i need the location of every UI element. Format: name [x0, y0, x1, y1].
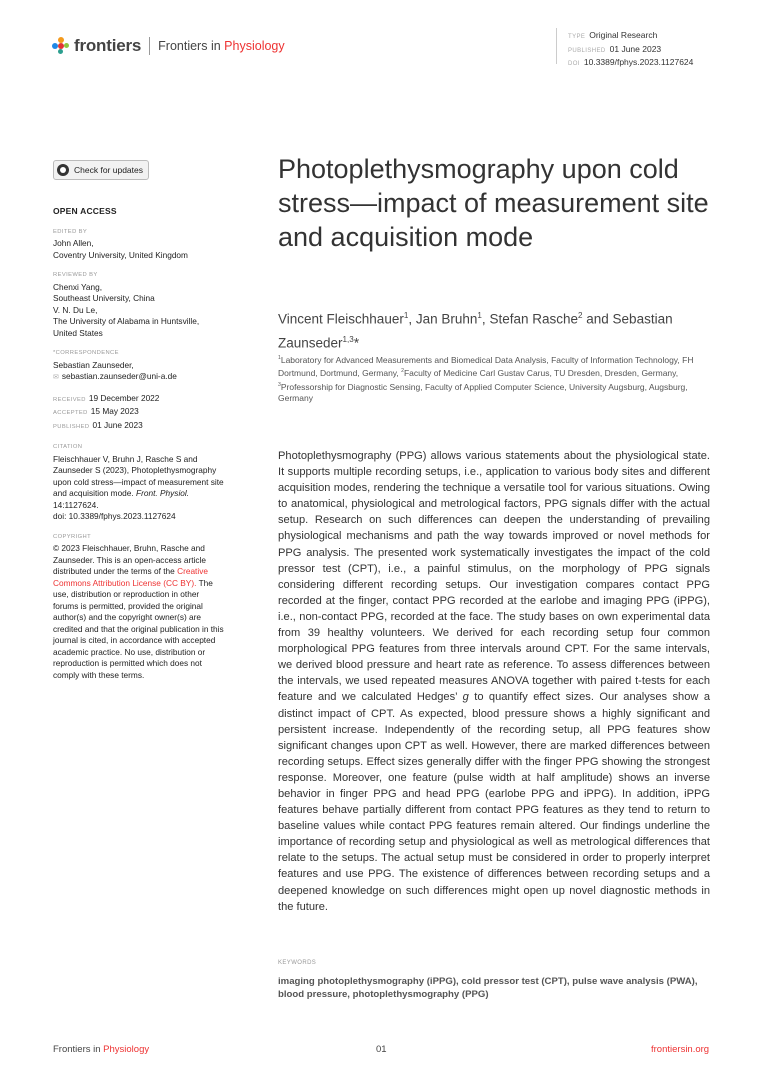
footer-site-link[interactable]: frontiersin.org — [651, 1044, 710, 1055]
published-date: 01 June 2023 — [92, 419, 143, 430]
keywords-label: KEYWORDS — [278, 960, 317, 966]
reviewer-affiliation: Southeast University, China — [53, 293, 155, 303]
abstract-text: Photoplethysmography (PPG) allows various statements about the physiological state. It supports multiple recording setups, i.e., application to various body sites and different acquisition modes, rendering the technique a versatile tool for various situations. Owing to anatomical, physiological and metrological factors, PPG signals differ with the actual setup. Research on such differences can deepen the understanding of prevailing physiological mechanisms and path the way towards improved or novel methods for PPG analysis. The presented work systematically investigates the impact of the cold pressor test (CPT), i.e., a painful stimulus, on the morphology of PPG signals considering different recording setups. Our investigation compares contact PPG recorded at the finger, contact PPG recorded at the earlobe and imaging PPG (iPPG), i.e., non-contact PPG, recorded at the face. The study bases on own experimental data from 39 healthy volunteers. We derived for each recording setup four common morphological PPG features from three intervals around CPT. For the same intervals, we derived blood pressure and heart rate as reference. To assess differences between the intervals, we used repeated measures ANOVA together with paired t-tests for each feature and we calculated Hedges’ — [278, 450, 710, 704]
citation-doi[interactable]: doi: 10.3389/fphys.2023.1127624 — [53, 511, 176, 521]
abstract — [278, 448, 710, 915]
footer-journal-prefix: Frontiers in — [53, 1044, 101, 1055]
page-number: 01 — [376, 1044, 387, 1055]
affil-sup: 3 — [278, 381, 281, 388]
footer-journal[interactable] — [53, 1044, 149, 1055]
type-value: Original Research — [589, 30, 658, 40]
copyright-text-cont: The use, distribution or reproduction in other forums is permitted, provided the original author(s) and the copyright owner(s) are credited and that the original publication in this journal is cited, in accordance with accepted academic practice. No use, distribution or reproduction is permitted which does not comply with these terms. — [53, 577, 224, 680]
abstract-g: g — [462, 691, 469, 704]
accepted-label: ACCEPTED — [53, 410, 88, 416]
author-sup: 1 — [403, 311, 409, 320]
header-divider — [149, 37, 150, 55]
author-sup: 1 — [477, 311, 482, 320]
citation-volume: 14:1127624. — [53, 499, 99, 510]
author-sup: 1,3 — [342, 334, 354, 344]
brand-name: frontiers — [74, 36, 142, 55]
author-name[interactable]: Vincent Fleischhauer — [278, 311, 404, 327]
journal-title[interactable] — [158, 39, 284, 53]
article-meta — [568, 30, 693, 71]
type-label: TYPE — [568, 34, 586, 40]
check-updates-label: Check for updates — [74, 165, 143, 175]
editor-affiliation: Coventry University, United Kingdom — [53, 249, 188, 260]
reviewer-name: Chenxi Yang, — [53, 281, 103, 292]
doi-link[interactable]: 10.3389/fphys.2023.1127624 — [583, 57, 694, 67]
reviewer-affiliation: United States — [53, 327, 103, 338]
affiliations — [278, 353, 718, 404]
journal-name: Physiology — [224, 39, 285, 53]
copyright-text: © 2023 Fleischhauer, Bruhn, Rasche and Zaunseder. This is an open-access article distributed under the terms of the — [53, 543, 206, 576]
author-sep: * — [353, 335, 360, 350]
copyright-label: COPYRIGHT — [53, 533, 92, 540]
author-name[interactable]: Stefan Rasche — [489, 311, 578, 327]
check-for-updates-button[interactable] — [53, 160, 149, 180]
correspondence-name: Sebastian Zaunseder, — [53, 359, 134, 370]
correspondence-email-row[interactable] — [53, 371, 225, 384]
edited-by-label: EDITED BY — [53, 228, 88, 235]
citation-text: Fleischhauer V, Bruhn J, Rasche S and Zaunseder S (2023), Photoplethysmography upon cold stress—impact of measurement site and acquisition mode. — [53, 453, 224, 498]
editor-name: John Allen, — [53, 238, 94, 248]
citation-journal: Front. Physiol. — [136, 488, 190, 498]
affil-sup: 1 — [278, 355, 281, 361]
reviewer-name: V. N. Du Le, — [53, 304, 98, 315]
sidebar — [53, 206, 225, 681]
open-access-heading: OPEN ACCESS — [53, 206, 117, 216]
footer-journal-name: Physiology — [103, 1044, 150, 1055]
dates — [53, 393, 225, 434]
author-sup: 2 — [578, 311, 583, 320]
journal-prefix: Frontiers in — [158, 39, 221, 53]
license-link[interactable]: Creative Commons Attribution License (CC BY). — [53, 566, 208, 588]
correspondence-label: *CORRESPONDENCE — [53, 350, 119, 356]
published-label: PUBLISHED — [568, 47, 606, 54]
correspondence-email[interactable]: sebastian.zaunseder@uni-a.de — [61, 371, 177, 381]
doi-label: DOI — [568, 61, 580, 67]
affil-sup: 2 — [401, 368, 404, 375]
citation — [53, 454, 225, 523]
abstract-text-cont: to quantify effect sizes. Our analyses show a distinct impact of CPT. As expected, blood pressure shows a highly significant and persistent increase. Independently of the recording setup, all PPG features show significant changes upon CPT as well. However, there are marked differences between recording setups. Effect sizes generally differ with the finger PPG showing the strongest response. Moreover, one feature (pulse width at half amplitude) shows an inverse behavior in finger PPG and head PPG (earlobe PPG and iPPG). In addition, iPPG features behave partially different from contact PPG features as they tend to return to baseline values while contact PPG features remain altered. Our findings underline the importance of recording setup and physiological as well as metrological differences that relate to the setups. The actual setup must be considered in order to properly interpret features and use PPG. The existence of differences between recording setups and a deepened knowledge on such differences might open up novel diagnostic methods in the future. — [278, 691, 710, 913]
citation-label: CITATION — [53, 444, 83, 450]
reviewer-affiliation: The University of Alabama in Huntsville, — [53, 316, 200, 326]
published-value: 01 June 2023 — [609, 43, 662, 54]
affiliation: Faculty of Medicine Carl Gustav Carus, TU Dresden, Dresden, Germany, — [403, 368, 679, 379]
author-name[interactable]: Sebastian Zaunseder — [278, 311, 673, 350]
keywords: imaging photoplethysmography (iPPG), cold pressor test (CPT), pulse wave analysis (PWA), blood pressure, photoplethysmography (PPG) — [278, 976, 698, 1000]
author-name[interactable]: Jan Bruhn — [415, 311, 478, 327]
frontiers-logo[interactable] — [52, 36, 285, 56]
author-sep: and — [582, 311, 613, 327]
frontiers-logo-icon — [52, 37, 70, 55]
meta-divider — [556, 28, 557, 64]
affiliation: Laboratory for Advanced Measurements and Biomedical Data Analysis, Faculty of Information Technology, FH Dortmund, Dortmund, Germany, — [278, 354, 694, 379]
author-sep: , — [408, 311, 416, 327]
article-title: Photoplethysmography upon cold stress—impact of measurement site and acquisition mode — [278, 154, 709, 252]
reviewed-by-label: REVIEWED BY — [53, 272, 98, 278]
accepted-date: 15 May 2023 — [90, 406, 139, 416]
received-label: RECEIVED — [53, 396, 86, 403]
affiliation: Professorship for Diagnostic Sensing, Faculty of Applied Computer Science, University Augsburg, Augsburg, Germany — [278, 381, 688, 403]
email-icon: ✉ — [53, 374, 59, 381]
received-date: 19 December 2022 — [88, 392, 160, 403]
update-icon — [57, 164, 69, 176]
author-sep: , — [481, 311, 490, 327]
copyright — [53, 543, 225, 681]
published-label: PUBLISHED — [53, 423, 90, 430]
author-list — [278, 306, 728, 353]
